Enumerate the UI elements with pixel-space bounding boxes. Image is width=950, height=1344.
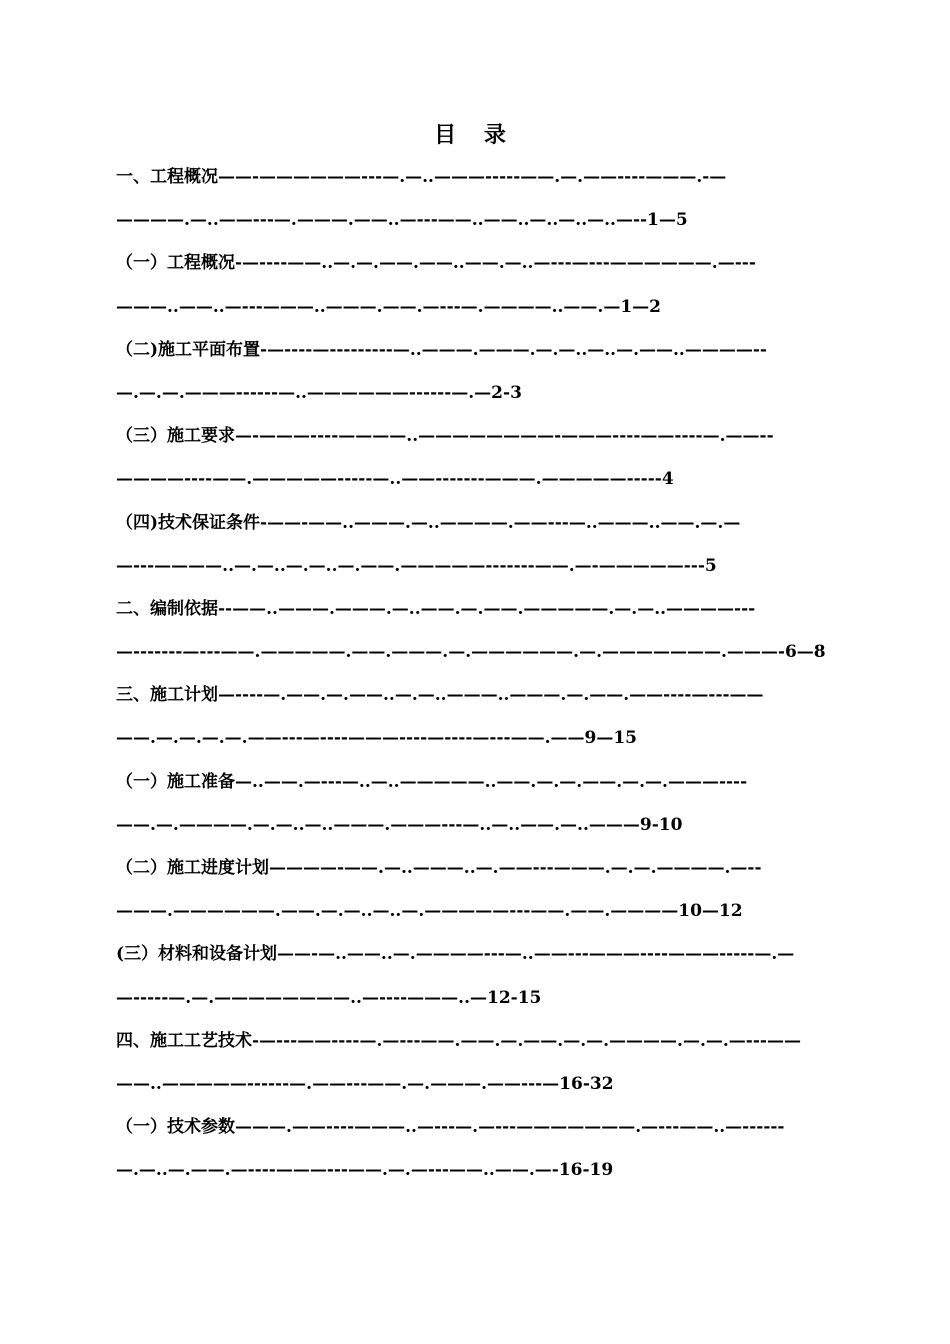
toc-entry-text: （四)技术保证条件-——-——..———.—..————.——---—..———..——.—.— [116,512,741,533]
toc-entry-line [116,290,838,333]
toc-entry-line [116,1110,838,1153]
toc-entry-text: （三）施工要求—-———----————..————————-———----——----—.——-- [116,426,774,447]
toc-entry-text: —.—.—.———------—..——————------—.—2-3 [116,382,522,403]
toc-entry-line [116,549,838,592]
toc-title: 目 录 [434,122,516,148]
toc-list [116,160,838,1197]
toc-entry-line [116,246,838,289]
toc-entry-text: ————----——.—————-----—..——-------———.—————-----4 [116,469,674,490]
toc-entry-line [116,981,838,1024]
toc-entry-line [116,376,838,419]
toc-entry-text: —.—..—.——.—----———---——.—.—---——..——.—-16-19 [116,1160,614,1181]
toc-entry-line [116,203,838,246]
toc-entry-text: （一）工程概况-—----——..—.—.——.——..——.—..—---—---——————.—--- [116,253,756,274]
toc-entry-line [116,160,838,203]
toc-entry-text: (三）材料和设备计划——-—..——..—.————---—..——---———----———-----—.— [116,944,795,965]
toc-entry-line [116,1153,838,1196]
toc-entry-text: ——..—————------—.——---——.—.———.——---—16-32 [116,1073,614,1094]
toc-entry-line [116,721,838,764]
toc-entry-text: —-----—.—.————————..—----———..—12-15 [116,987,542,1008]
toc-entry-line [116,635,838,678]
toc-entry-text: ———..——..—---———..———.——.—---—.————..——.—1—2 [116,296,662,317]
toc-entry-line [116,937,838,980]
toc-entry-line [116,808,838,851]
toc-entry-text: —---————..—.—..—.—..—.——.—————-------——.—-—————---5 [116,555,717,576]
toc-entry-line [116,419,838,462]
toc-entry-text: ——.—.—.—.—.——---—----———----—----—---——.——9—15 [116,728,637,749]
toc-entry-text: （一）技术参数———.——----———..—---—.—---———————.—---——..—------ [116,1117,785,1138]
toc-entry-line [116,333,838,376]
toc-entry-text: ————.—..——---—.———.——..—---——..——..—..—..—..—--1—5 [116,210,688,231]
toc-entry-line [116,1067,838,1110]
toc-entry-line [116,462,838,505]
toc-entry-line [116,894,838,937]
toc-entry-text: ——.—.————.—.—..—..———.———---—..—..——.—..———9-10 [116,814,683,835]
toc-entry-text: 四、施工工艺技术-—---——----—.—---——.——.—.——.—.—.————.—.—.—---—— [116,1030,801,1051]
toc-entry-text: ———.——————.——.—.—..—..—.—————---——.——.————10—12 [116,901,743,922]
toc-entry-text: （二)施工平面布置-—----—---------—..———.———.—.—..—..—.——..————-- [116,339,767,360]
toc-entry-text: （二）施工进度计划————-——.—..———..—.——---———.—.—.————.—-- [116,858,762,878]
toc-entry-text: 三、施工计划—----—.——.—.——..—.—..———..———.—.——.——----—---—— [116,685,764,706]
toc-entry-text: 二、编制依据--——..———.———.—..——.—.——.—————.—.—..————--- [116,598,756,619]
toc-entry-text: —-------—---——.—————.——.———.—.——————.—.———————.———-6—8 [116,642,826,663]
toc-entry-line [116,765,838,808]
toc-entry-line [116,506,838,549]
toc-entry-text: （一）施工准备—..——.—---—..—..—————..——.—.—.——.—.—.———---- [116,771,748,792]
toc-entry-line [116,851,838,894]
toc-entry-line [116,678,838,721]
toc-entry-line [116,592,838,635]
toc-entry-text: 一、工程概况——-——————---—.—..———-----——.—.——----———.-— [116,167,727,187]
toc-entry-line [116,1024,838,1067]
